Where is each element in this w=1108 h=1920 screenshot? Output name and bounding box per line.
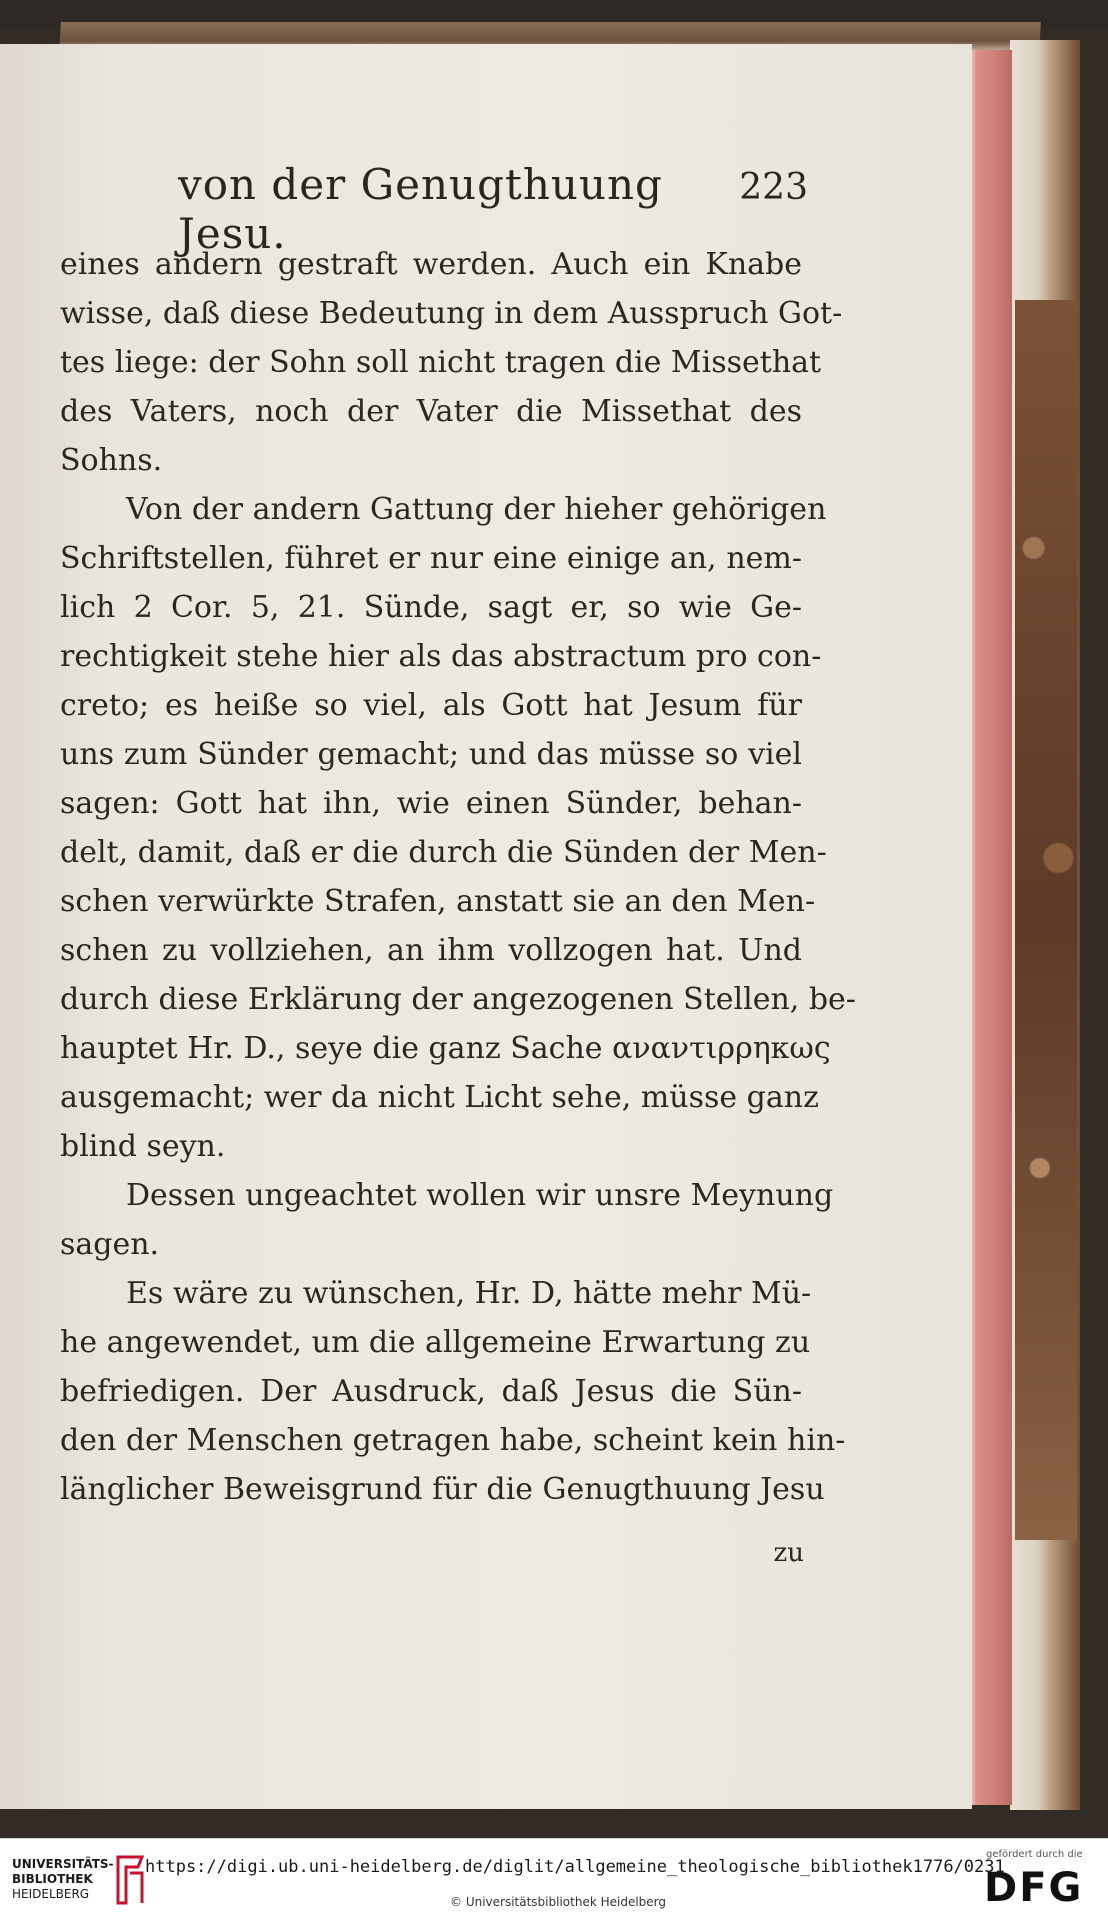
text-line: schen zu vollziehen, an ihm vollzogen hat. Und (60, 933, 802, 968)
text-line: creto; es heiße so viel, als Gott hat Jesum für (60, 688, 802, 723)
copyright-notice: © Universitätsbibliothek Heidelberg (450, 1895, 667, 1909)
text-line: Es wäre zu wünschen, Hr. D, hätte mehr Mü- (126, 1276, 812, 1311)
text-line: tes liege: der Sohn soll nicht tragen die Missethat (60, 345, 822, 380)
text-line: des Vaters, noch der Vater die Missethat des (60, 394, 802, 429)
library-name-line1: UNIVERSITÄTS- (12, 1857, 114, 1871)
text-line: schen verwürkte Strafen, anstatt sie an den Men- (60, 884, 816, 919)
text-line: Sohns. (60, 443, 163, 478)
dfg-logo: DFG (984, 1865, 1084, 1911)
text-line: Von der andern Gattung der hieher gehörigen (126, 492, 827, 527)
page-number: 223 (739, 167, 808, 208)
funding-note: gefördert durch die (986, 1849, 1083, 1860)
running-title: von der Genugthuung Jesu. (178, 160, 663, 258)
marbled-cover (1015, 300, 1077, 1540)
text-line: blind seyn. (60, 1129, 226, 1164)
viewer-footer (0, 1838, 1108, 1920)
text-line: durch diese Erklärung der angezogenen Stellen, be- (60, 982, 856, 1017)
text-line: Dessen ungeachtet wollen wir unsre Meynung (126, 1178, 834, 1213)
text-line: befriedigen. Der Ausdruck, daß Jesus die Sün- (60, 1374, 802, 1409)
library-name-line3: HEIDELBERG (12, 1887, 90, 1901)
text-line: rechtigkeit stehe hier als das abstractum pro con- (60, 639, 822, 674)
text-line: hauptet Hr. D., seye die ganz Sache αναντιρρηκως (60, 1031, 831, 1066)
text-line: den der Menschen getragen habe, scheint kein hin- (60, 1423, 846, 1458)
text-line: wisse, daß diese Bedeutung in dem Ausspruch Got- (60, 296, 843, 331)
text-line: länglicher Beweisgrund für die Genugthuung Jesu (60, 1472, 825, 1507)
text-line: lich 2 Cor. 5, 21. Sünde, sagt er, so wie Ge- (60, 590, 802, 625)
catchword: zu (773, 1538, 804, 1568)
text-line: sagen. (60, 1227, 160, 1262)
permalink-url[interactable]: https://digi.ub.uni-heidelberg.de/diglit/allgemeine_theologische_bibliothek1776/0231 (145, 1857, 1005, 1877)
text-line: delt, damit, daß er die durch die Sünden der Men- (60, 835, 827, 870)
text-line: Schriftstellen, führet er nur eine einige an, nem- (60, 541, 802, 576)
red-page-edge (968, 50, 1012, 1805)
library-logo (12, 1857, 122, 1902)
text-line: he angewendet, um die allgemeine Erwartung zu (60, 1325, 811, 1360)
text-line: eines andern gestraft werden. Auch ein Knabe (60, 247, 802, 282)
library-name-line2: BIBLIOTHEK (12, 1872, 93, 1886)
body-text (60, 240, 856, 1514)
text-line: ausgemacht; wer da nicht Licht sehe, müsse ganz (60, 1080, 819, 1115)
text-line: sagen: Gott hat ihn, wie einen Sünder, behan- (60, 786, 802, 821)
text-line: uns zum Sünder gemacht; und das müsse so viel (60, 737, 802, 772)
